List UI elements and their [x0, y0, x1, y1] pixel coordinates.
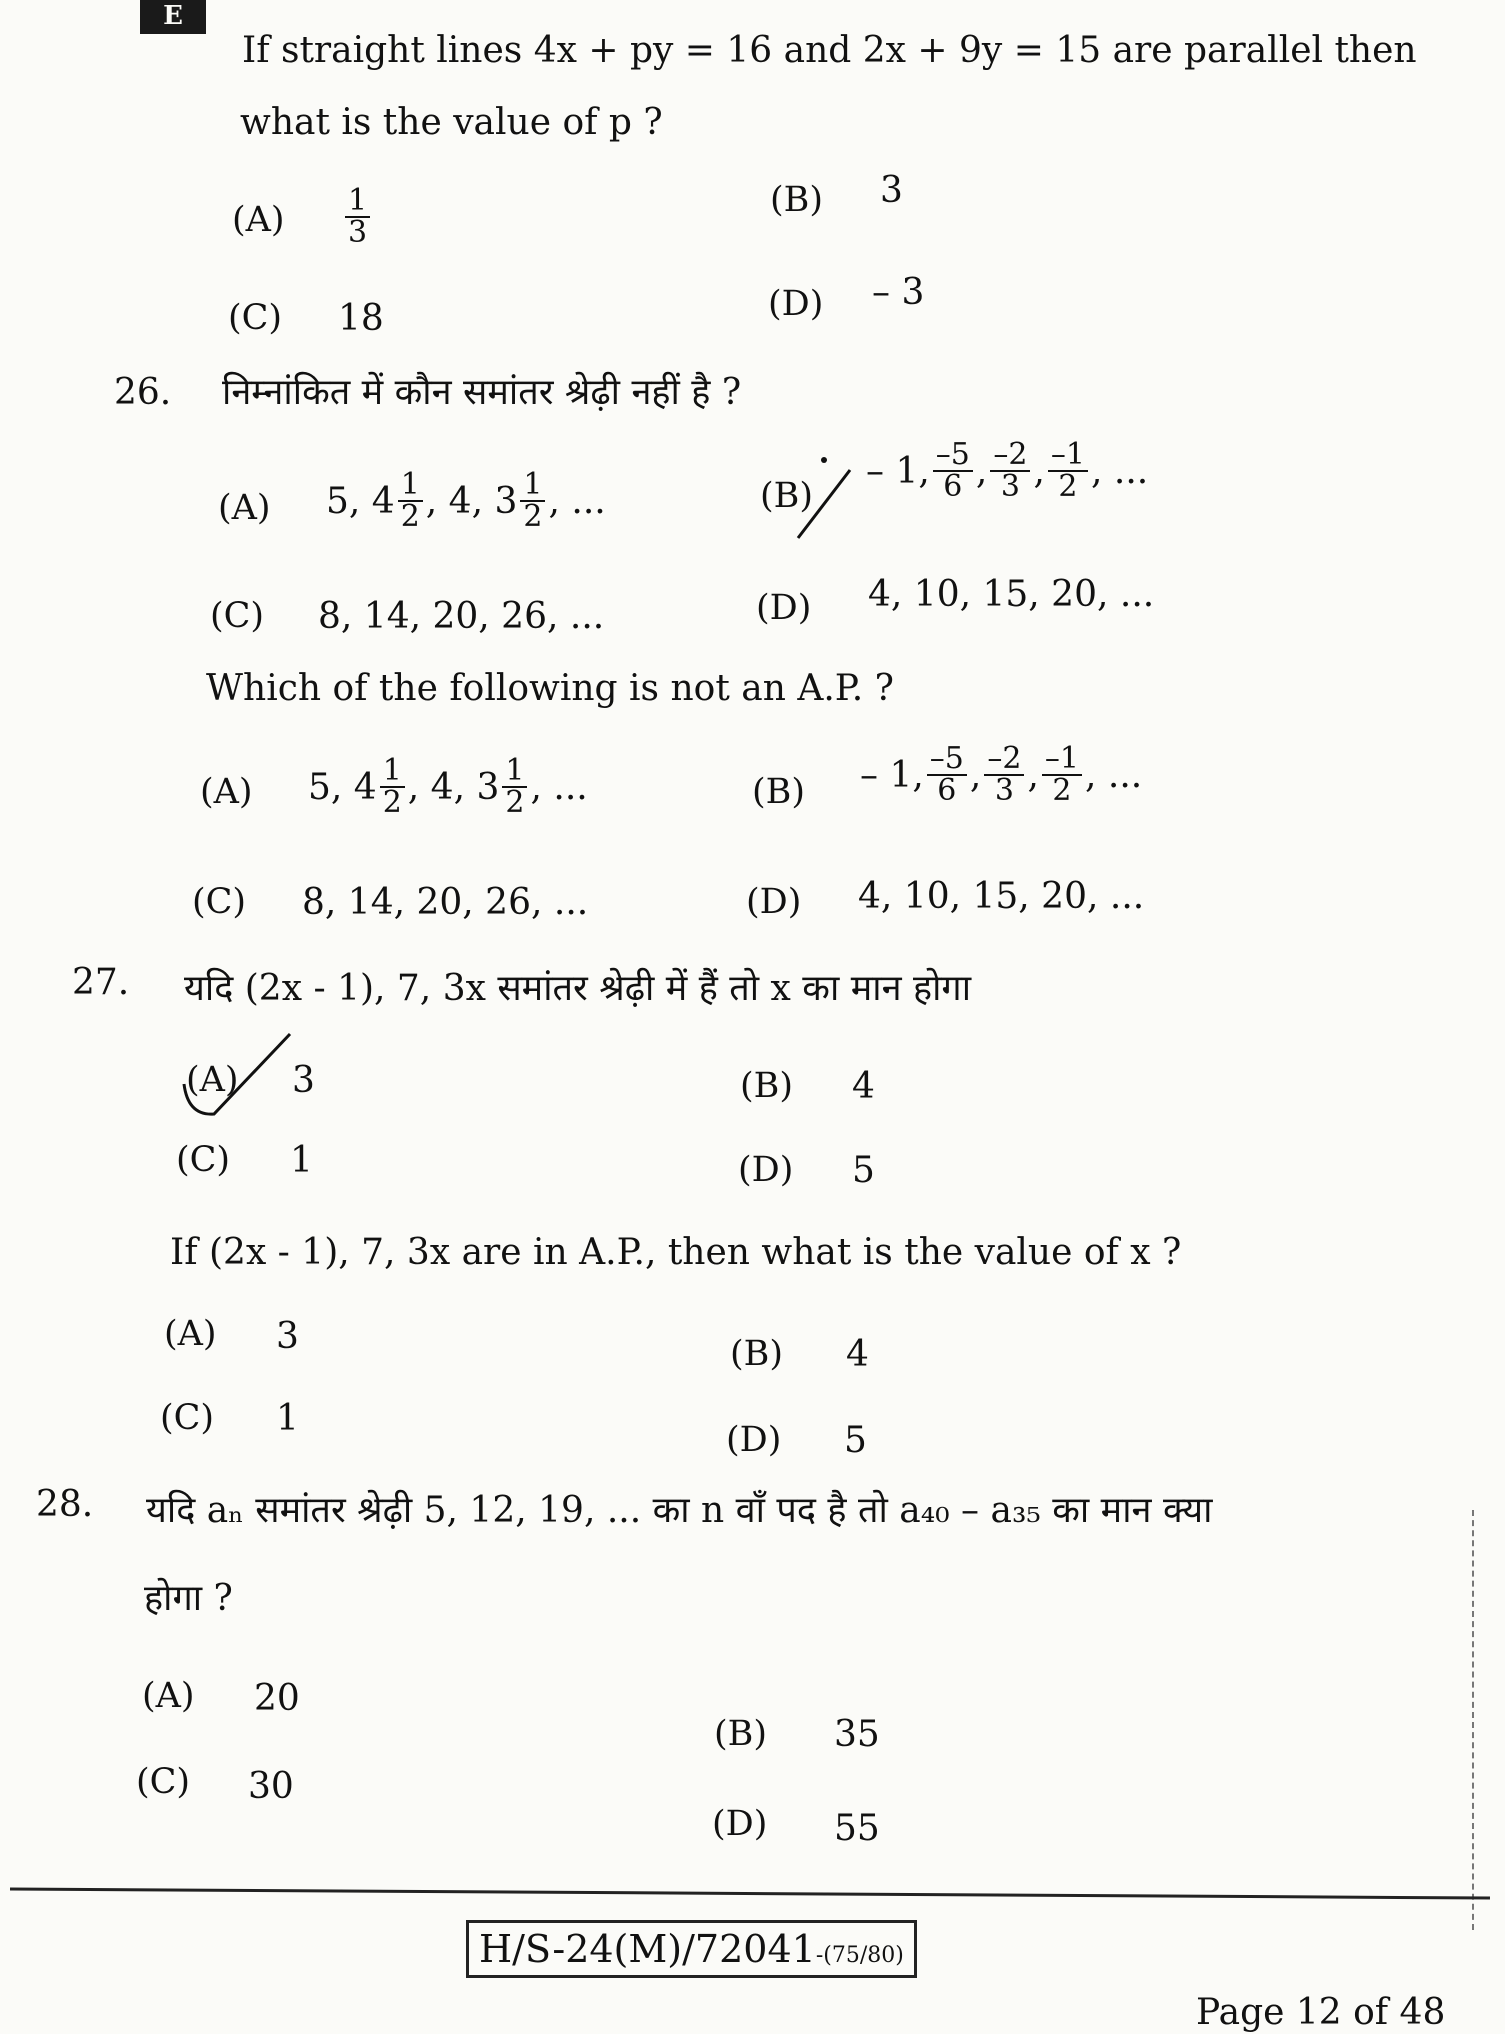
q27-en-option-a-value: 3	[276, 1316, 299, 1357]
q25-option-a-value	[342, 183, 373, 250]
q26-en-option-b-label: (B)	[752, 772, 806, 812]
fraction	[1042, 741, 1082, 808]
fraction-numerator: 1	[398, 470, 423, 502]
sequence-text: , 4, 3	[425, 480, 518, 522]
q28-option-d-value: 55	[834, 1808, 880, 1849]
fraction-numerator: –5	[927, 744, 967, 776]
separator: ,	[1033, 450, 1045, 492]
fraction-denominator: 2	[1052, 773, 1072, 808]
q27-en-option-d-value: 5	[844, 1420, 867, 1461]
sequence-text: 5, 4	[326, 480, 395, 522]
q26-en-option-c-label: (C)	[192, 882, 247, 922]
q26-hi-option-d-value: 4, 10, 15, 20, ...	[868, 574, 1155, 615]
fraction-denominator: 3	[1000, 469, 1020, 504]
fraction-denominator: 3	[994, 773, 1014, 808]
separator: ,	[969, 754, 982, 796]
fraction	[502, 753, 527, 820]
q28-option-c-label: (C)	[136, 1762, 191, 1802]
q27-en-option-b-label: (B)	[730, 1334, 784, 1374]
q27-en-option-c-label: (C)	[160, 1398, 215, 1438]
sequence-text: , ...	[1090, 450, 1149, 492]
fraction-numerator: 1	[520, 470, 545, 502]
fraction-denominator: 2	[382, 785, 402, 820]
q25-option-d-label: (D)	[768, 284, 824, 324]
q27-en-option-b-value: 4	[846, 1334, 869, 1375]
q28-option-b-value: 35	[834, 1714, 880, 1755]
q26-hi-option-c-label: (C)	[210, 596, 265, 636]
q27-hi-option-d-value: 5	[852, 1150, 875, 1191]
q26-en-option-a-value	[308, 753, 588, 820]
fraction	[345, 183, 370, 250]
q28-option-d-label: (D)	[712, 1804, 768, 1844]
fraction-numerator: 1	[380, 756, 405, 788]
footer-rule	[10, 1887, 1490, 1899]
fraction-denominator: 2	[523, 499, 543, 534]
margin-dashed-line	[1472, 1510, 1474, 1930]
fraction-denominator: 6	[943, 469, 963, 504]
q27-hi-option-a-label: (A)	[186, 1060, 239, 1100]
q25-option-c-value: 18	[338, 298, 384, 339]
fraction-numerator: –1	[1048, 440, 1088, 472]
q26-en-option-d-value: 4, 10, 15, 20, ...	[858, 876, 1145, 917]
q28-hindi-question-line2: होगा ?	[144, 1578, 233, 1619]
sequence-text: – 1,	[860, 754, 924, 796]
q27-hi-option-c-value: 1	[290, 1140, 313, 1181]
q26-hi-option-d-label: (D)	[756, 588, 812, 628]
fraction-numerator: 1	[502, 756, 527, 788]
q25-option-d-value: – 3	[872, 272, 925, 313]
fraction-numerator: –2	[990, 440, 1030, 472]
fraction	[933, 437, 973, 504]
q27-hi-option-a-value: 3	[292, 1060, 315, 1101]
sequence-text: – 1,	[866, 450, 930, 492]
fraction-numerator: 1	[345, 186, 370, 218]
fraction	[1048, 437, 1088, 504]
q27-en-option-a-label: (A)	[164, 1314, 217, 1354]
fraction-numerator: –5	[933, 440, 973, 472]
q28-number: 28.	[36, 1484, 94, 1525]
q26-en-option-d-label: (D)	[746, 882, 802, 922]
q27-en-option-c-value: 1	[276, 1398, 299, 1439]
sequence-text: , ...	[1084, 754, 1143, 796]
q27-number: 27.	[72, 962, 130, 1003]
q26-en-option-c-value: 8, 14, 20, 26, ...	[302, 882, 589, 923]
q25-option-b-value: 3	[880, 170, 903, 211]
fraction	[990, 437, 1030, 504]
q26-hi-option-a-label: (A)	[218, 488, 271, 528]
section-badge: E	[140, 0, 206, 34]
fraction	[520, 467, 545, 534]
q26-en-option-b-value	[860, 741, 1143, 808]
fraction-denominator: 2	[1058, 469, 1078, 504]
sequence-text: 5, 4	[308, 766, 377, 808]
q28-option-a-label: (A)	[142, 1676, 195, 1716]
fraction	[927, 741, 967, 808]
fraction-denominator: 2	[400, 499, 420, 534]
q28-hindi-question-line1: यदि aₙ समांतर श्रेढ़ी 5, 12, 19, ... का n वाँ पद है तो a₄₀ – a₃₅ का मान क्या	[146, 1490, 1213, 1531]
sequence-text: , ...	[548, 480, 606, 522]
q26-en-option-a-label: (A)	[200, 772, 253, 812]
page-number: Page 12 of 48	[1196, 1992, 1446, 2033]
fraction-numerator: –1	[1042, 744, 1082, 776]
q26-english-question: Which of the following is not an A.P. ?	[206, 668, 894, 709]
fraction	[984, 741, 1024, 808]
fraction-denominator: 3	[348, 215, 368, 250]
fraction-denominator: 2	[505, 785, 525, 820]
q27-english-question: If (2x - 1), 7, 3x are in A.P., then what is the value of x ?	[170, 1232, 1182, 1273]
q26-hi-option-b-label: (B)	[760, 476, 814, 516]
fraction	[398, 467, 423, 534]
sequence-text: , 4, 3	[407, 766, 500, 808]
fraction-denominator: 6	[937, 773, 957, 808]
sequence-text: , ...	[530, 766, 588, 808]
q27-hi-option-b-value: 4	[852, 1066, 875, 1107]
q26-number: 26.	[114, 372, 172, 413]
q26-hi-option-c-value: 8, 14, 20, 26, ...	[318, 596, 605, 637]
q25-option-c-label: (C)	[228, 298, 283, 338]
paper-code-suffix: -(75/80)	[815, 1943, 904, 1968]
q27-hi-option-b-label: (B)	[740, 1066, 794, 1106]
paper-code	[466, 1920, 917, 1978]
q27-hi-option-d-label: (D)	[738, 1150, 794, 1190]
fraction-numerator: –2	[984, 744, 1024, 776]
q28-option-c-value: 30	[248, 1766, 294, 1807]
q27-en-option-d-label: (D)	[726, 1420, 782, 1460]
tick-mark-icon	[178, 1028, 298, 1118]
tick-mark-icon	[790, 452, 860, 552]
q25-option-b-label: (B)	[770, 180, 824, 220]
q26-hi-option-a-value	[326, 467, 606, 534]
q25-question-line2: what is the value of p ?	[240, 102, 663, 143]
q28-option-b-label: (B)	[714, 1714, 768, 1754]
q27-hi-option-c-label: (C)	[176, 1140, 231, 1180]
separator: ,	[1027, 754, 1039, 796]
separator: ,	[975, 450, 988, 492]
q26-hi-option-b-value	[866, 437, 1149, 504]
q28-option-a-value: 20	[254, 1678, 300, 1719]
paper-code-text: H/S-24(M)/72041	[479, 1927, 816, 1971]
fraction	[380, 753, 405, 820]
q27-hindi-question: यदि (2x - 1), 7, 3x समांतर श्रेढ़ी में हैं तो x का मान होगा	[184, 968, 972, 1009]
q25-option-a-label: (A)	[232, 200, 285, 240]
q26-hindi-question: निम्नांकित में कौन समांतर श्रेढ़ी नहीं है ?	[222, 372, 742, 413]
q25-question-line1: If straight lines 4x + py = 16 and 2x + 9y = 15 are parallel then	[242, 30, 1417, 71]
